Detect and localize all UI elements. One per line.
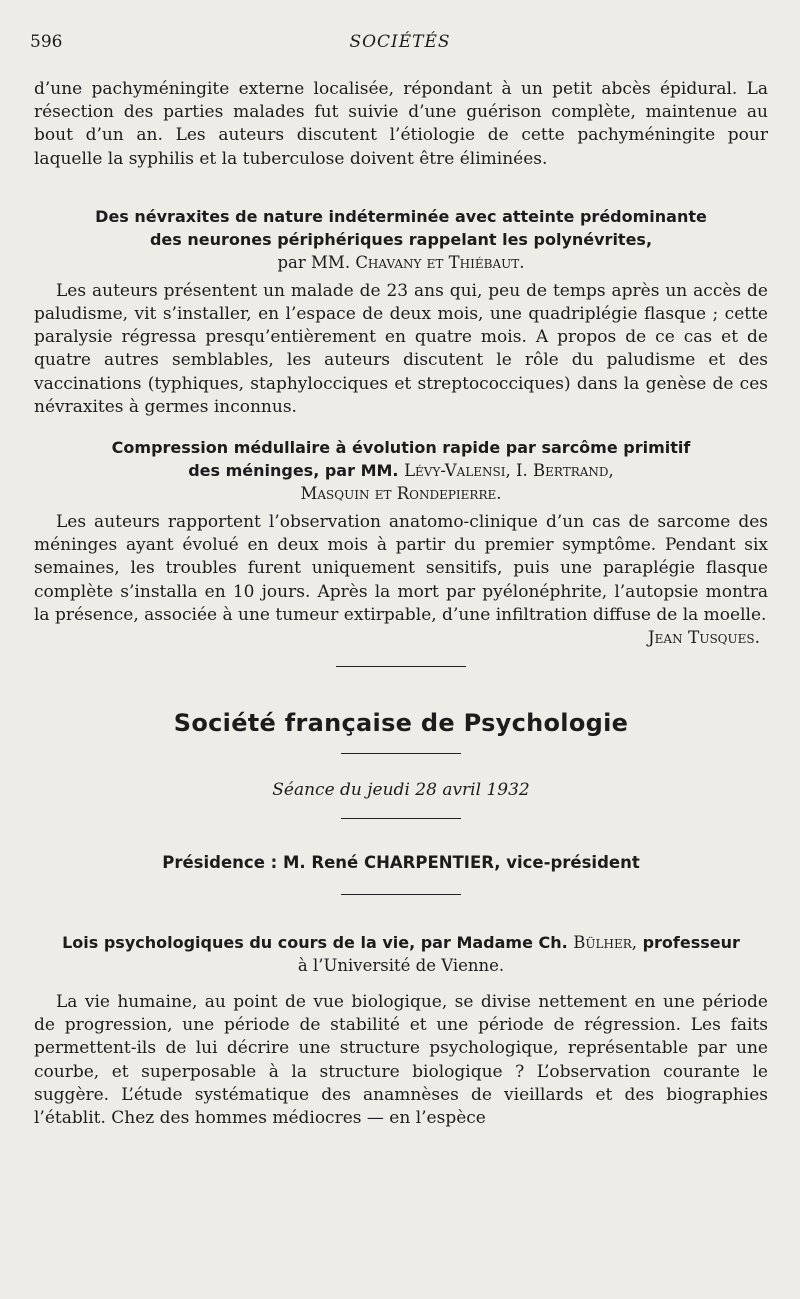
article-heading-compression <box>34 436 768 505</box>
article-body: La vie humaine, au point de vue biologique, se divise nettement en une période de progression, une période de stabilité et une période de régression. Les faits permettent-ils de lui décrire une structure psychologique, représentable par une courbe, et superposable à la structure biologique ? L’observation courante le suggère. L’étude systématique des anamnèses de vieillards et des biographies l’établit. Chez des hommes médiocres — en l’espèce <box>34 992 768 1129</box>
article-title-line <box>34 931 768 954</box>
signature: Jean Tusques. <box>647 628 760 649</box>
author-names: Lévy-Valensi, I. Bertrand, <box>404 461 614 481</box>
author-names: Masquin et Rondepierre. <box>300 484 502 504</box>
article-authors <box>34 251 768 274</box>
article-title-line: Des névraxites de nature indéterminée avec atteinte prédominante <box>95 206 707 226</box>
authors-prefix: par MM. <box>277 252 356 272</box>
session-date: Séance du jeudi 28 avril 1932 <box>272 780 530 801</box>
article-heading-lois <box>34 931 768 977</box>
article-title-line <box>34 459 768 482</box>
running-head <box>30 32 770 56</box>
page-content <box>34 78 768 1130</box>
title-prefix: Lois psychologiques du cours de la vie, par Madame Ch. <box>62 933 574 953</box>
title-suffix: professeur <box>637 933 740 953</box>
article-body: Les auteurs présentent un malade de 23 ans qui, peu de temps après un accès de paludisme, vit s’installer, en l’espace de deux mois, une quadriplégie flasque ; cette paralysie régressa presqu’entièrement en quatre mois. A propos de ce cas et de quatre autres semblables, les auteurs discutent le rôle du paludisme et des vaccinations (typhiques, staphylocciques et streptococciques) dans la genèse de ces névraxites à germes inconnus. <box>34 280 768 417</box>
article-body: Les auteurs rapportent l’observation anatomo-clinique d’un cas de sarcome des méninges ayant évolué en deux mois à partir du premier symptôme. Pendant six semaines, les troubles furent uniquement sensitifs, puis une paraplégie flasque complète s’installa en 10 jours. Après la mort par pyélonéphrite, l’autopsie montra la présence, associée à une tumeur extirpable, d’une infiltration diffuse de la moelle. <box>34 512 768 625</box>
society-title: Société française de Psychologie <box>173 709 629 738</box>
title-prefix: des méninges, par MM. <box>188 461 405 481</box>
page-number: 596 <box>30 32 63 52</box>
author-name: Bülher, <box>573 933 637 953</box>
article-title-line: Compression médullaire à évolution rapide par sarcôme primitif <box>111 438 691 458</box>
article-title-line: à l’Université de Vienne. <box>297 956 505 976</box>
presidency-line: Présidence : M. René CHARPENTIER, vice-président <box>162 853 640 873</box>
article-heading-nevraxites <box>34 205 768 274</box>
continued-paragraph: d’une pachyméningite externe localisée, répondant à un petit abcès épidural. La résection des parties malades fut suivie d’une guérison complète, maintenue au bout d’un an. Les auteurs discutent l’étiologie de cette pachyméningite pour laquelle la syphilis et la tuberculose doivent être éliminées. <box>34 79 768 169</box>
author-names: Chavany et Thiébaut. <box>355 252 525 272</box>
running-title: SOCIÉTÉS <box>349 32 451 52</box>
article-title-line: des neurones périphériques rappelant les polynévrites, <box>149 229 653 249</box>
